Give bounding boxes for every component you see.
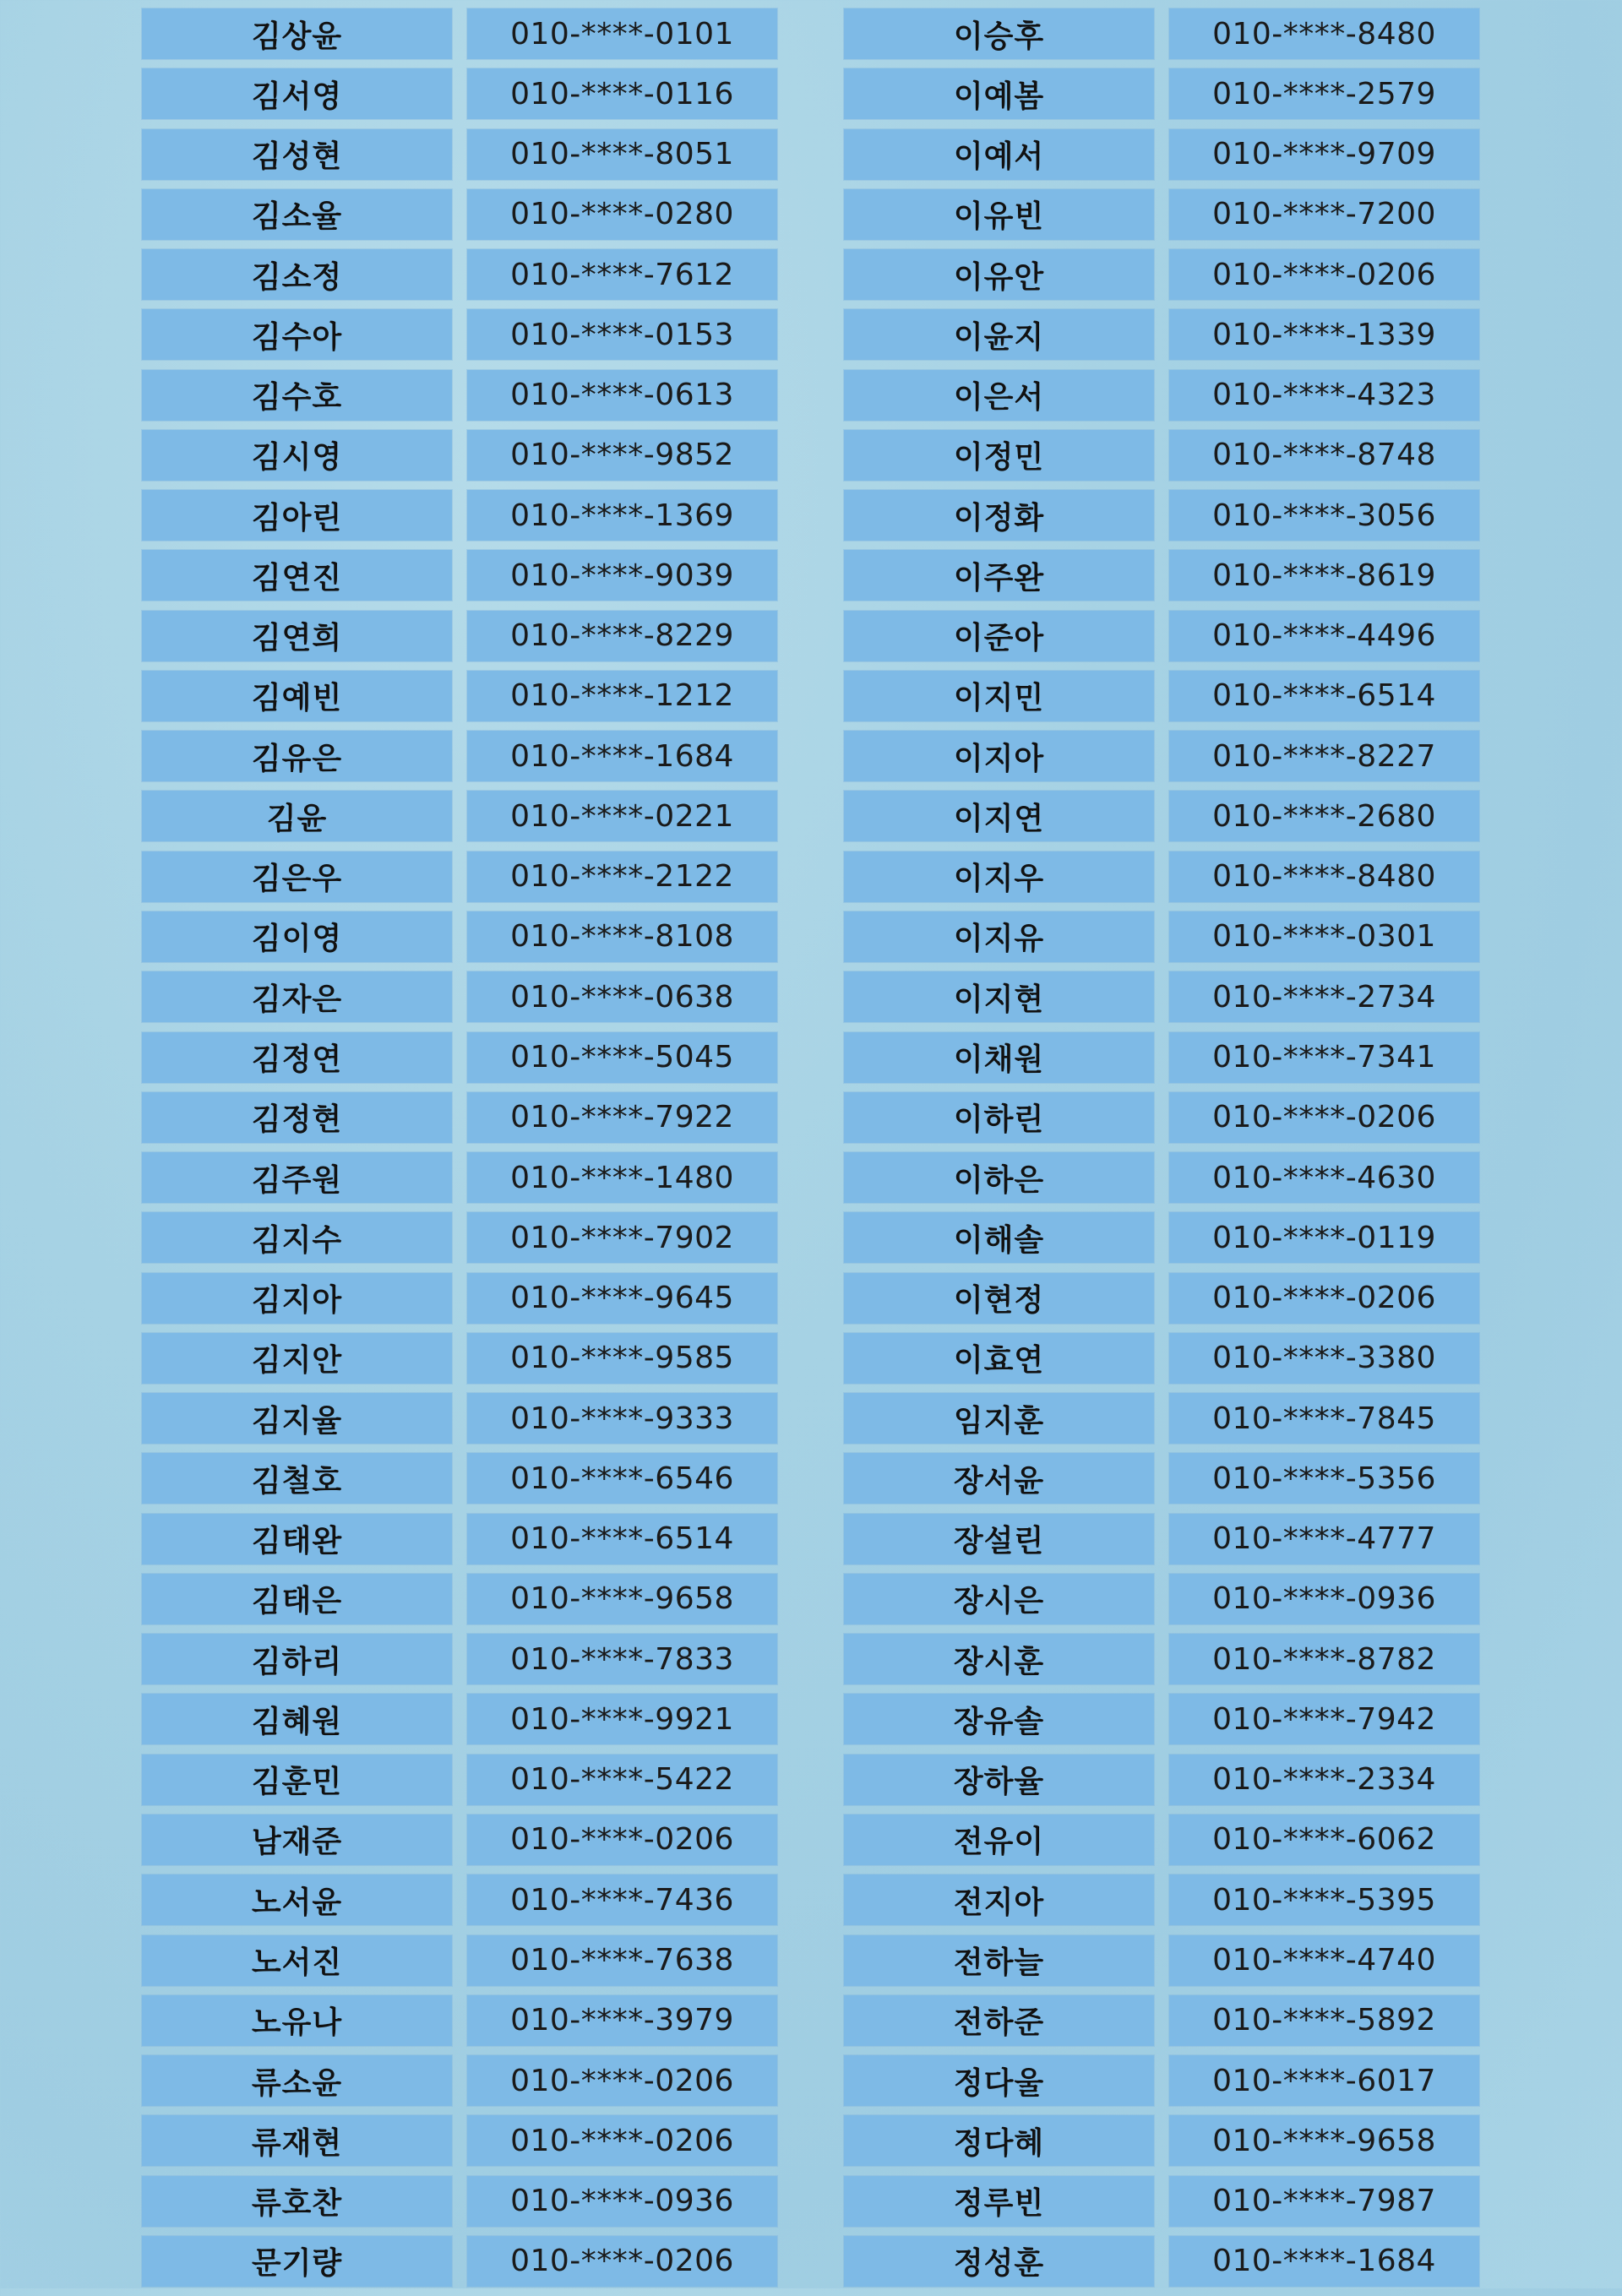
phone-cell: 010-****-7902 bbox=[467, 1212, 777, 1263]
phone-cell: 010-****-1212 bbox=[467, 671, 777, 721]
phone-cell: 010-****-0936 bbox=[1169, 1574, 1479, 1624]
phone-cell: 010-****-7833 bbox=[467, 1634, 777, 1684]
name-cell: 이유빈 bbox=[844, 189, 1154, 240]
name-cell: 김주원 bbox=[142, 1152, 452, 1203]
phone-cell: 010-****-3380 bbox=[1169, 1333, 1479, 1384]
phone-cell: 010-****-7341 bbox=[1169, 1032, 1479, 1083]
phone-cell: 010-****-4323 bbox=[1169, 370, 1479, 421]
name-cell: 이정민 bbox=[844, 430, 1154, 481]
phone-cell: 010-****-4777 bbox=[1169, 1514, 1479, 1564]
phone-cell: 010-****-4630 bbox=[1169, 1152, 1479, 1203]
name-cell: 장하율 bbox=[844, 1755, 1154, 1805]
phone-cell: 010-****-7942 bbox=[1169, 1694, 1479, 1744]
name-cell: 장시은 bbox=[844, 1574, 1154, 1624]
phone-cell: 010-****-2680 bbox=[1169, 791, 1479, 841]
phone-cell: 010-****-0638 bbox=[467, 971, 777, 1022]
phone-cell: 010-****-1684 bbox=[1169, 2236, 1479, 2287]
phone-cell: 010-****-4496 bbox=[1169, 611, 1479, 661]
phone-cell: 010-****-8782 bbox=[1169, 1634, 1479, 1684]
phone-cell: 010-****-8108 bbox=[467, 911, 777, 962]
phone-cell: 010-****-2334 bbox=[1169, 1755, 1479, 1805]
phone-cell: 010-****-7987 bbox=[1169, 2176, 1479, 2227]
phone-cell: 010-****-7200 bbox=[1169, 189, 1479, 240]
name-cell: 이승후 bbox=[844, 8, 1154, 59]
phone-cell: 010-****-5356 bbox=[1169, 1453, 1479, 1504]
phone-cell: 010-****-8227 bbox=[1169, 731, 1479, 781]
phone-cell: 010-****-8229 bbox=[467, 611, 777, 661]
phone-cell: 010-****-8051 bbox=[467, 129, 777, 180]
name-cell: 장설린 bbox=[844, 1514, 1154, 1564]
name-cell: 류소윤 bbox=[142, 2055, 452, 2106]
phone-cell: 010-****-9709 bbox=[1169, 129, 1479, 180]
name-cell: 임지훈 bbox=[844, 1393, 1154, 1444]
name-cell: 이지연 bbox=[844, 791, 1154, 841]
phone-cell: 010-****-7922 bbox=[467, 1092, 777, 1143]
name-cell: 김유은 bbox=[142, 731, 452, 781]
phone-cell: 010-****-9039 bbox=[467, 550, 777, 601]
phone-cell: 010-****-0206 bbox=[1169, 249, 1479, 300]
phone-cell: 010-****-0936 bbox=[467, 2176, 777, 2227]
name-cell: 이예봄 bbox=[844, 68, 1154, 119]
name-cell: 이지현 bbox=[844, 971, 1154, 1022]
phone-cell: 010-****-5395 bbox=[1169, 1874, 1479, 1925]
name-cell: 노서윤 bbox=[142, 1874, 452, 1925]
name-cell: 김정연 bbox=[142, 1032, 452, 1083]
name-cell: 김소율 bbox=[142, 189, 452, 240]
name-cell: 김수호 bbox=[142, 370, 452, 421]
name-cell: 전유이 bbox=[844, 1814, 1154, 1865]
phone-cell: 010-****-5422 bbox=[467, 1755, 777, 1805]
phone-cell: 010-****-0206 bbox=[1169, 1273, 1479, 1324]
name-cell: 노유나 bbox=[142, 1995, 452, 2046]
name-cell: 김정현 bbox=[142, 1092, 452, 1143]
name-cell: 문기량 bbox=[142, 2236, 452, 2287]
phone-cell: 010-****-0119 bbox=[1169, 1212, 1479, 1263]
name-cell: 김지수 bbox=[142, 1212, 452, 1263]
name-cell: 정성훈 bbox=[844, 2236, 1154, 2287]
phone-cell: 010-****-7612 bbox=[467, 249, 777, 300]
phone-cell: 010-****-2734 bbox=[1169, 971, 1479, 1022]
name-cell: 김하리 bbox=[142, 1634, 452, 1684]
name-cell: 이해솔 bbox=[844, 1212, 1154, 1263]
name-cell: 김수아 bbox=[142, 309, 452, 360]
name-cell: 김성현 bbox=[142, 129, 452, 180]
phone-cell: 010-****-0206 bbox=[467, 1814, 777, 1865]
name-cell: 전지아 bbox=[844, 1874, 1154, 1925]
name-cell: 이주완 bbox=[844, 550, 1154, 601]
phone-cell: 010-****-7436 bbox=[467, 1874, 777, 1925]
phone-cell: 010-****-2579 bbox=[1169, 68, 1479, 119]
name-cell: 김아린 bbox=[142, 490, 452, 541]
name-cell: 이은서 bbox=[844, 370, 1154, 421]
name-cell: 이유안 bbox=[844, 249, 1154, 300]
phone-cell: 010-****-0221 bbox=[467, 791, 777, 841]
phone-cell: 010-****-9921 bbox=[467, 1694, 777, 1744]
name-cell: 이지아 bbox=[844, 731, 1154, 781]
name-cell: 김태완 bbox=[142, 1514, 452, 1564]
name-cell: 김연희 bbox=[142, 611, 452, 661]
phone-cell: 010-****-9852 bbox=[467, 430, 777, 481]
name-cell: 김이영 bbox=[142, 911, 452, 962]
name-cell: 정루빈 bbox=[844, 2176, 1154, 2227]
phone-cell: 010-****-6514 bbox=[1169, 671, 1479, 721]
phone-cell: 010-****-8748 bbox=[1169, 430, 1479, 481]
name-cell: 김자은 bbox=[142, 971, 452, 1022]
name-cell: 이지우 bbox=[844, 851, 1154, 902]
name-cell: 전하늘 bbox=[844, 1935, 1154, 1986]
name-cell: 김윤 bbox=[142, 791, 452, 841]
phone-cell: 010-****-9645 bbox=[467, 1273, 777, 1324]
phone-cell: 010-****-6546 bbox=[467, 1453, 777, 1504]
phone-cell: 010-****-0116 bbox=[467, 68, 777, 119]
name-cell: 전하준 bbox=[844, 1995, 1154, 2046]
name-cell: 이예서 bbox=[844, 129, 1154, 180]
name-cell: 김은우 bbox=[142, 851, 452, 902]
name-cell: 이하린 bbox=[844, 1092, 1154, 1143]
phone-cell: 010-****-6017 bbox=[1169, 2055, 1479, 2106]
phone-cell: 010-****-5045 bbox=[467, 1032, 777, 1083]
name-cell: 김지율 bbox=[142, 1393, 452, 1444]
name-cell: 노서진 bbox=[142, 1935, 452, 1986]
name-cell: 김시영 bbox=[142, 430, 452, 481]
phone-cell: 010-****-7845 bbox=[1169, 1393, 1479, 1444]
name-cell: 류재현 bbox=[142, 2115, 452, 2166]
name-cell: 김혜원 bbox=[142, 1694, 452, 1744]
phone-cell: 010-****-3979 bbox=[467, 1995, 777, 2046]
name-cell: 김소정 bbox=[142, 249, 452, 300]
phone-cell: 010-****-3056 bbox=[1169, 490, 1479, 541]
name-cell: 김지아 bbox=[142, 1273, 452, 1324]
phone-cell: 010-****-8480 bbox=[1169, 8, 1479, 59]
name-cell: 이윤지 bbox=[844, 309, 1154, 360]
phone-cell: 010-****-6514 bbox=[467, 1514, 777, 1564]
name-cell: 김철호 bbox=[142, 1453, 452, 1504]
phone-cell: 010-****-9658 bbox=[1169, 2115, 1479, 2166]
name-cell: 정다울 bbox=[844, 2055, 1154, 2106]
phone-cell: 010-****-0153 bbox=[467, 309, 777, 360]
name-cell: 남재준 bbox=[142, 1814, 452, 1865]
phone-cell: 010-****-0613 bbox=[467, 370, 777, 421]
name-cell: 이지유 bbox=[844, 911, 1154, 962]
phone-cell: 010-****-0206 bbox=[467, 2055, 777, 2106]
name-cell: 류호찬 bbox=[142, 2176, 452, 2227]
phone-cell: 010-****-0301 bbox=[1169, 911, 1479, 962]
phone-cell: 010-****-1684 bbox=[467, 731, 777, 781]
name-cell: 이효연 bbox=[844, 1333, 1154, 1384]
phone-cell: 010-****-7638 bbox=[467, 1935, 777, 1986]
phone-cell: 010-****-0101 bbox=[467, 8, 777, 59]
phone-cell: 010-****-9333 bbox=[467, 1393, 777, 1444]
phone-cell: 010-****-8480 bbox=[1169, 851, 1479, 902]
name-cell: 김태은 bbox=[142, 1574, 452, 1624]
name-cell: 이정화 bbox=[844, 490, 1154, 541]
phone-cell: 010-****-0206 bbox=[467, 2115, 777, 2166]
phone-cell: 010-****-8619 bbox=[1169, 550, 1479, 601]
phone-cell: 010-****-6062 bbox=[1169, 1814, 1479, 1865]
name-cell: 김훈민 bbox=[142, 1755, 452, 1805]
phone-cell: 010-****-9585 bbox=[467, 1333, 777, 1384]
phone-cell: 010-****-4740 bbox=[1169, 1935, 1479, 1986]
phone-cell: 010-****-2122 bbox=[467, 851, 777, 902]
phone-cell: 010-****-1339 bbox=[1169, 309, 1479, 360]
phone-cell: 010-****-5892 bbox=[1169, 1995, 1479, 2046]
name-cell: 이지민 bbox=[844, 671, 1154, 721]
name-cell: 장유솔 bbox=[844, 1694, 1154, 1744]
name-cell: 이하은 bbox=[844, 1152, 1154, 1203]
name-cell: 김서영 bbox=[142, 68, 452, 119]
name-cell: 이준아 bbox=[844, 611, 1154, 661]
name-cell: 이채원 bbox=[844, 1032, 1154, 1083]
name-cell: 장서윤 bbox=[844, 1453, 1154, 1504]
phone-cell: 010-****-0280 bbox=[467, 189, 777, 240]
name-cell: 김지안 bbox=[142, 1333, 452, 1384]
name-cell: 이현정 bbox=[844, 1273, 1154, 1324]
name-cell: 김연진 bbox=[142, 550, 452, 601]
phone-cell: 010-****-0206 bbox=[467, 2236, 777, 2287]
phone-cell: 010-****-0206 bbox=[1169, 1092, 1479, 1143]
phone-cell: 010-****-1480 bbox=[467, 1152, 777, 1203]
phone-cell: 010-****-9658 bbox=[467, 1574, 777, 1624]
name-cell: 김예빈 bbox=[142, 671, 452, 721]
name-cell: 김상윤 bbox=[142, 8, 452, 59]
name-cell: 장시훈 bbox=[844, 1634, 1154, 1684]
name-cell: 정다혜 bbox=[844, 2115, 1154, 2166]
phone-cell: 010-****-1369 bbox=[467, 490, 777, 541]
